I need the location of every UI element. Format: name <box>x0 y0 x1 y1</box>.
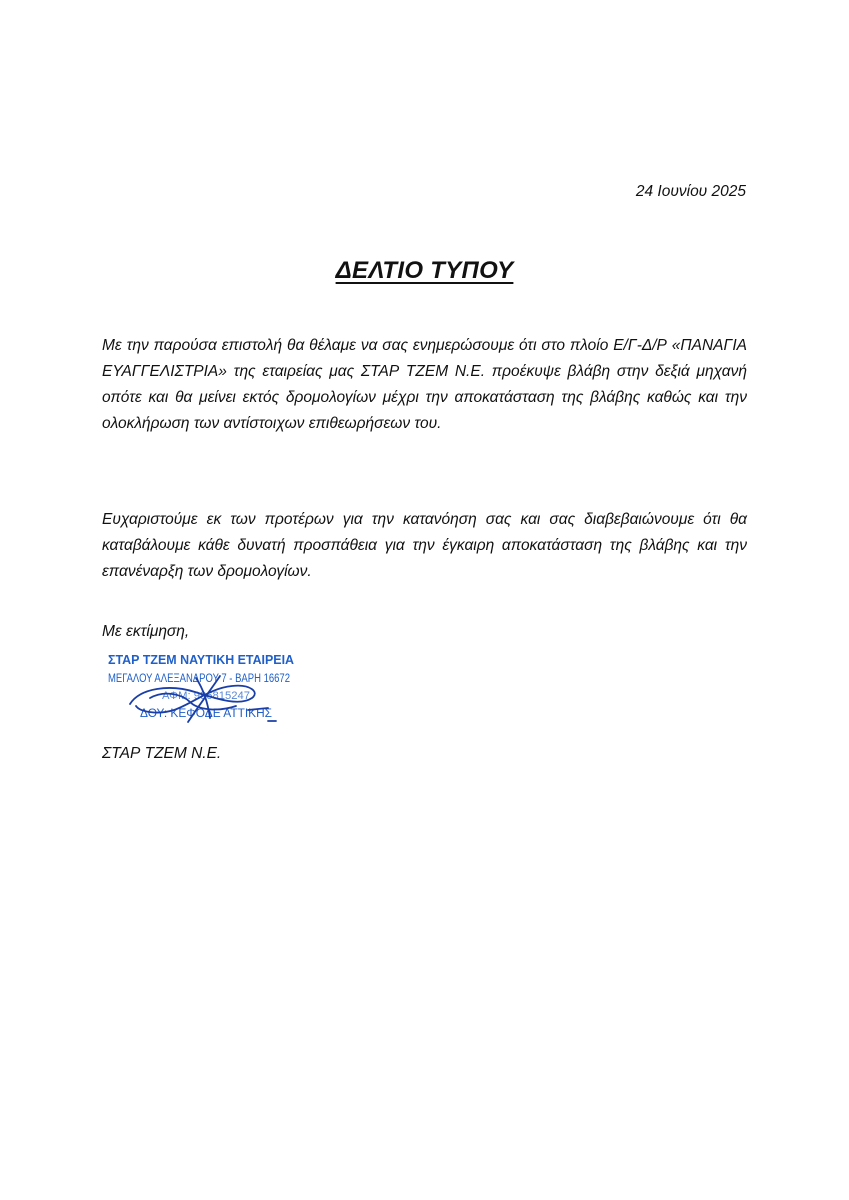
paragraph-1-text: Με την παρούσα επιστολή θα θέλαμε να σας ενημερώσουμε ότι στο πλοίο Ε/Γ-Δ/Ρ «ΠΑΝΑΓΙΑ ΕΥΑΓΓΕΛΙΣΤΡΙΑ» της εταιρείας μας ΣΤΑΡ ΤΖΕΜ Ν.Ε. προέκυψε βλάβη στην δεξιά μηχανή οπότε και θα μείνει εκτός δρομολογίων μέχρι την αποκατάσταση της βλάβης καθώς και την ολοκλήρωση των αντίστοιχων επιθεωρήσεων του. <box>102 337 747 432</box>
closing-salutation: Με εκτίμηση, <box>102 623 190 640</box>
stamp-line-tax-office: ΔΟΥ: ΚΕΦΟΔΕ ΑΤΤΙΚΗΣ <box>140 708 272 720</box>
signer-name: ΣΤΑΡ ΤΖΕΜ Ν.Ε. <box>102 745 222 762</box>
stamp-line-company: ΣΤΑΡ ΤΖΕΜ ΝΑΥΤΙΚΗ ΕΤΑΙΡΕΙΑ <box>108 652 295 667</box>
paragraph-2-text: Ευχαριστούμε εκ των προτέρων για την κατανόηση σας και σας διαβεβαιώνουμε ότι θα καταβάλουμε κάθε δυνατή προσπάθεια για την έγκαιρη αποκατάσταση της βλάβης και την επανέναρξη των δρομολογίων. <box>102 511 747 580</box>
document-title: ΔΕΛΤΙΟ ΤΥΠΟΥ <box>335 257 514 284</box>
stamp-line-tax-id: ΑΦΜ: 996815247 <box>162 690 250 702</box>
letter-date: 24 Ιουνίου 2025 <box>635 183 746 200</box>
stamp-line-address: ΜΕΓΑΛΟΥ ΑΛΕΞΑΝΔΡΟΥ 7 - ΒΑΡΗ 16672 <box>108 673 290 685</box>
body-paragraph-1 <box>102 333 747 437</box>
body-paragraph-2 <box>102 507 747 585</box>
company-stamp-with-signature <box>100 648 300 733</box>
